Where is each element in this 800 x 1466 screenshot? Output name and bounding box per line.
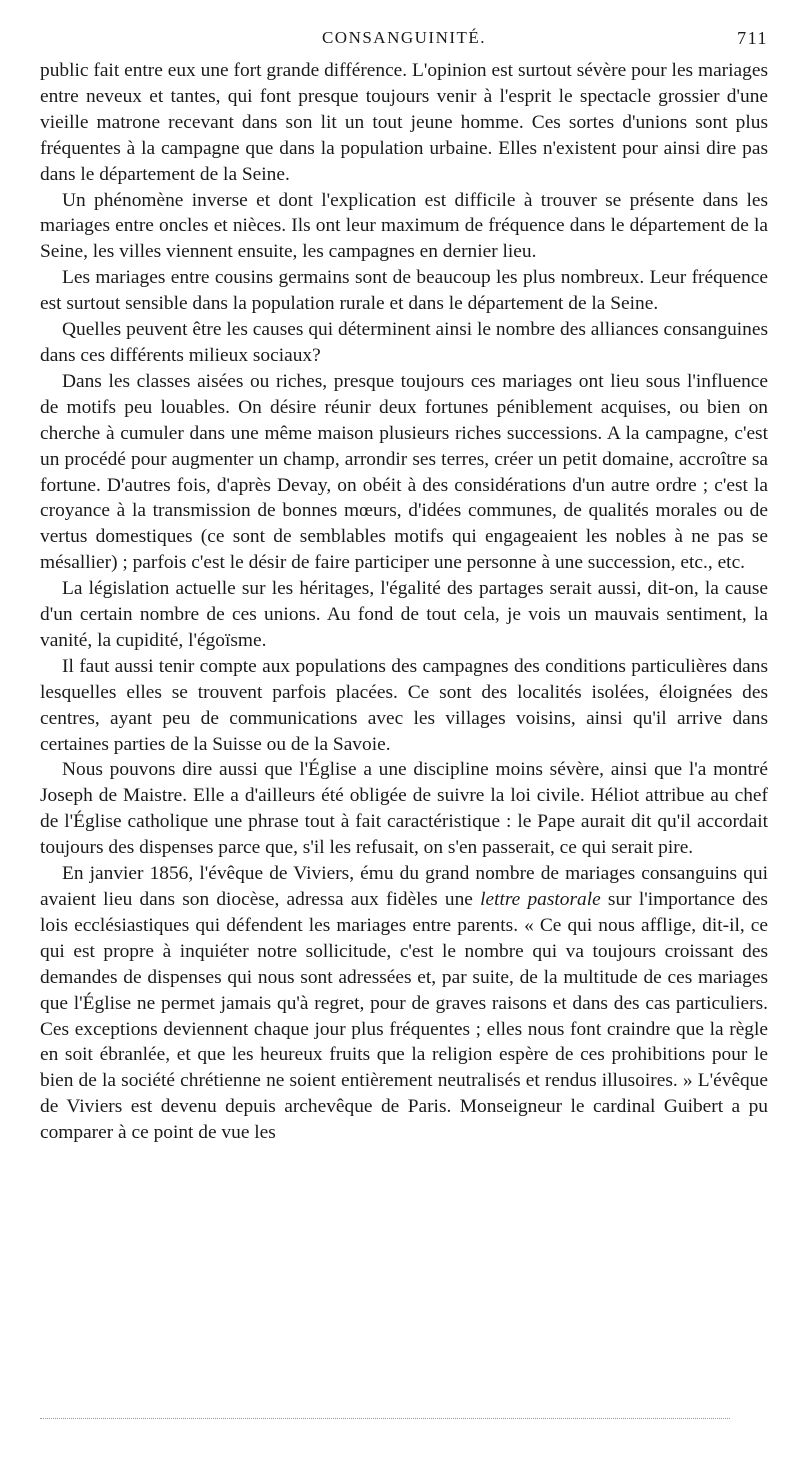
running-head bbox=[40, 28, 768, 58]
paragraph: Il faut aussi tenir compte aux populations des campagnes des conditions particulières dans lesquelles elles se trouvent parfois placées. Ce sont des localités isolées, éloignées des centres, ayant peu de communications avec les villages voisins, ainsi qu'il arrive dans certaines parties de la Suisse ou de la Savoie. bbox=[40, 655, 768, 755]
paragraph: Les mariages entre cousins germains sont de beaucoup les plus nombreux. Leur fréquence est surtout sensible dans la population rurale et dans le département de la Seine. bbox=[40, 267, 768, 315]
body-text bbox=[40, 58, 768, 1146]
paragraph: Un phénomène inverse et dont l'explication est difficile à trouver se présente dans les mariages entre oncles et nièces. Ils ont leur maximum de fréquence dans le département de la Seine, les villes viennent ensuite, les campagnes en dernier lieu. bbox=[40, 189, 768, 263]
paragraph: Quelles peuvent être les causes qui déterminent ainsi le nombre des alliances consanguines dans ces différents milieux sociaux? bbox=[40, 319, 768, 366]
paragraph-text-after: sur l'importance des lois ecclésiastiques qui défendent les mariages entre parents. « Ce qui nous afflige, dit-il, ce qui est propre à inquiéter notre sollicitude, c'est le nombre qui va toujours croissant des demandes de dispenses qui nous sont adressées et, par suite, de la multitude de ces mariages que l'Église ne permet jamais qu'à regret, pour de graves raisons et dans des cas particuliers. Ces exceptions deviennent chaque jour plus fréquentes ; elles nous font craindre que la règle en soit ébranlée, et que les heureux fruits que la religion espère de ces prohibitions pour le bien de la société chrétienne ne soient entièrement neutralisés et rendus illusoires. » L'évêque de Viviers est devenu depuis archevêque de Paris. Monseigneur le cardinal Guibert a pu comparer à ce point de vue les bbox=[40, 889, 768, 1144]
paragraph: public fait entre eux une fort grande différence. L'opinion est surtout sévère pour les mariages entre neveux et tantes, qui font presque toujours venir à l'esprit le spectacle grossier d'une vieille matrone recevant dans son lit un tout jeune homme. Ces sortes d'unions sont plus fréquentes à la campagne que dans la population urbaine. Elles n'existent pour ainsi dire pas dans le département de la Seine. bbox=[40, 60, 768, 185]
book-page bbox=[40, 28, 768, 1146]
paragraph-text-before: En janvier 1856, l'évêque de Viviers, ému du grand nombre de mariages consanguins qui avaient lieu dans son diocèse, adressa aux fidèles une bbox=[40, 863, 768, 910]
italic-title: lettre pastorale bbox=[480, 889, 601, 910]
paragraph: La législation actuelle sur les héritages, l'égalité des partages serait aussi, dit-on, la cause d'un certain nombre de ces unions. Au fond de tout cela, je vois un mauvais sentiment, la vanité, la cupidité, l'égoïsme. bbox=[40, 578, 768, 651]
paragraph: Nous pouvons dire aussi que l'Église a une discipline moins sévère, ainsi que l'a montré Joseph de Maistre. Elle a d'ailleurs été obligée de suivre la loi civile. Héliot attribue au chef de l'Église catholique une phrase tout à fait caractéristique : le Pape aurait dit qu'il accordait toujours des dispenses parce que, s'il les refusait, on s'en passerait, ce qui serait pire. bbox=[40, 759, 768, 859]
running-title: CONSANGUINITÉ. bbox=[321, 28, 487, 47]
page-number: 711 bbox=[737, 28, 768, 48]
paragraph-with-italic bbox=[40, 861, 768, 1146]
paragraph: Dans les classes aisées ou riches, presque toujours ces mariages ont lieu sous l'influence de motifs peu louables. On désire réunir deux fortunes péniblement acquises, ou bien on cherche à cumuler dans une même maison plusieurs riches successions. A la campagne, c'est un procédé pour augmenter un champ, arrondir ses terres, créer un petit domaine, accroître sa fortune. D'autres fois, d'après Devay, on obéit à des considérations d'un autre ordre ; c'est la croyance à la transmission de bonnes mœurs, d'idées communes, de qualités morales ou de vertus domestiques (ce sont de semblables motifs qui engageaient les nobles à ne pas se mésallier) ; parfois c'est le désir de faire participer une personne à une succession, etc., etc. bbox=[40, 370, 768, 574]
footer-rule bbox=[40, 1418, 730, 1419]
